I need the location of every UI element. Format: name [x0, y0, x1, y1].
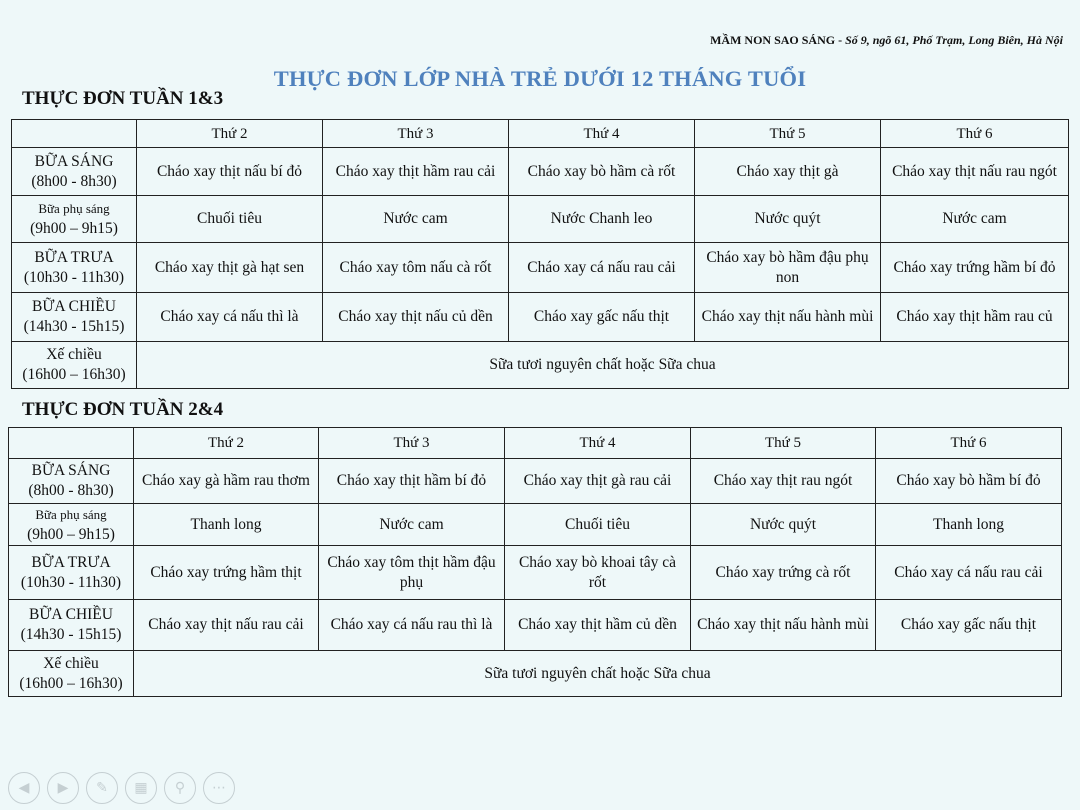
slide-navigation-bar	[8, 772, 235, 804]
meal-time: (16h00 – 16h30)	[19, 674, 123, 692]
day-header: Thứ 2	[137, 120, 323, 148]
meal-name: BỮA TRƯA	[34, 248, 114, 266]
day-header: Thứ 6	[876, 428, 1062, 459]
week1-menu-table	[11, 119, 1069, 389]
dish-cell: Cháo xay thịt nấu bí đỏ	[137, 148, 323, 196]
table-row	[12, 342, 1069, 389]
day-header: Thứ 5	[695, 120, 881, 148]
table-row	[12, 148, 1069, 196]
dish-cell: Nước quýt	[695, 196, 881, 243]
dish-cell: Cháo xay thịt hầm rau củ	[881, 293, 1069, 342]
week2-title: THỰC ĐƠN TUẦN 2&4	[22, 399, 224, 420]
table-header-row	[12, 120, 1069, 148]
dish-cell: Cháo xay thịt gà rau cải	[505, 459, 691, 504]
dish-cell: Cháo xay trứng cà rốt	[691, 546, 876, 600]
dish-cell: Cháo xay cá nấu rau cải	[509, 243, 695, 293]
meal-label	[9, 459, 134, 504]
meal-name: BỮA SÁNG	[34, 152, 114, 170]
meal-time: (10h30 - 11h30)	[23, 268, 125, 286]
dish-cell: Cháo xay cá nấu rau thì là	[319, 600, 505, 651]
meal-label	[9, 504, 134, 546]
dish-cell: Cháo xay trứng hầm bí đỏ	[881, 243, 1069, 293]
table-row	[9, 504, 1062, 546]
dish-cell: Cháo xay gấc nấu thịt	[876, 600, 1062, 651]
dish-cell: Chuối tiêu	[505, 504, 691, 546]
dish-cell: Cháo xay tôm thịt hầm đậu phụ	[319, 546, 505, 600]
school-name: MẦM NON SAO SÁNG	[710, 33, 836, 47]
dish-cell: Thanh long	[876, 504, 1062, 546]
dish-cell: Cháo xay thịt nấu hành mùi	[691, 600, 876, 651]
dish-cell: Cháo xay thịt nấu rau cải	[134, 600, 319, 651]
table-header-row	[9, 428, 1062, 459]
day-header: Thứ 6	[881, 120, 1069, 148]
dish-cell: Cháo xay bò khoai tây cà rốt	[505, 546, 691, 600]
meal-label	[12, 196, 137, 243]
meal-name: Bữa phụ sáng	[38, 201, 110, 216]
day-header: Thứ 3	[323, 120, 509, 148]
meal-label	[9, 651, 134, 697]
table-row	[12, 196, 1069, 243]
meal-time: (10h30 - 11h30)	[20, 573, 122, 591]
meal-label	[9, 546, 134, 600]
dish-cell: Cháo xay bò hầm bí đỏ	[876, 459, 1062, 504]
dish-cell: Cháo xay bò hầm đậu phụ non	[695, 243, 881, 293]
dish-cell: Chuối tiêu	[137, 196, 323, 243]
school-header	[710, 33, 1063, 48]
snack-cell: Sữa tươi nguyên chất hoặc Sữa chua	[134, 651, 1062, 697]
meal-label	[12, 342, 137, 389]
meal-label	[12, 148, 137, 196]
meal-time: (14h30 - 15h15)	[20, 626, 122, 643]
table-row	[9, 459, 1062, 504]
meal-time: (8h00 - 8h30)	[28, 482, 114, 499]
meal-label	[12, 243, 137, 293]
dish-cell: Cháo xay thịt gà hạt sen	[137, 243, 323, 293]
day-header: Thứ 5	[691, 428, 876, 459]
meal-name: BỮA CHIỀU	[29, 606, 113, 623]
next-icon[interactable]: ▶	[47, 772, 79, 804]
corner-cell	[12, 120, 137, 148]
dish-cell: Cháo xay thịt rau ngót	[691, 459, 876, 504]
dish-cell: Cháo xay thịt nấu rau ngót	[881, 148, 1069, 196]
meal-name: Bữa phụ sáng	[35, 506, 107, 522]
dish-cell: Cháo xay thịt hầm bí đỏ	[319, 459, 505, 504]
school-address: Số 9, ngõ 61, Phố Trạm, Long Biên, Hà Nội	[845, 33, 1063, 47]
meal-label	[9, 600, 134, 651]
table-row	[9, 600, 1062, 651]
slides-icon[interactable]: ▦	[125, 772, 157, 804]
snack-cell: Sữa tươi nguyên chất hoặc Sữa chua	[137, 342, 1069, 389]
day-header: Thứ 4	[509, 120, 695, 148]
dish-cell: Cháo xay gấc nấu thịt	[509, 293, 695, 342]
dish-cell: Cháo xay thịt nấu hành mùi	[695, 293, 881, 342]
zoom-icon[interactable]: ⚲	[164, 772, 196, 804]
dish-cell: Cháo xay bò hầm cà rốt	[509, 148, 695, 196]
table-row	[12, 293, 1069, 342]
week1-title: THỰC ĐƠN TUẦN 1&3	[22, 88, 224, 109]
meal-name: BỮA SÁNG	[31, 462, 111, 479]
week2-menu-table	[8, 427, 1062, 697]
more-icon[interactable]: ⋯	[203, 772, 235, 804]
previous-icon[interactable]: ◀	[8, 772, 40, 804]
dish-cell: Nước cam	[319, 504, 505, 546]
corner-cell	[9, 428, 134, 459]
meal-time: (16h00 – 16h30)	[22, 366, 126, 383]
day-header: Thứ 2	[134, 428, 319, 459]
dish-cell: Cháo xay cá nấu rau cải	[876, 546, 1062, 600]
pen-icon[interactable]: ✎	[86, 772, 118, 804]
day-header: Thứ 3	[319, 428, 505, 459]
meal-name: BỮA CHIỀU	[32, 298, 116, 315]
dish-cell: Thanh long	[134, 504, 319, 546]
table-row	[9, 651, 1062, 697]
page-title: THỰC ĐƠN LỚP NHÀ TRẺ DƯỚI 12 THÁNG TUỔI	[273, 66, 807, 91]
dish-cell: Cháo xay thịt gà	[695, 148, 881, 196]
dish-cell: Nước quýt	[691, 504, 876, 546]
dish-cell: Cháo xay thịt hầm rau cải	[323, 148, 509, 196]
meal-time: (9h00 – 9h15)	[27, 525, 115, 543]
dish-cell: Cháo xay thịt hầm củ dền	[505, 600, 691, 651]
dish-cell: Cháo xay thịt nấu củ dền	[323, 293, 509, 342]
meal-name: Xế chiều	[46, 346, 102, 363]
dish-cell: Nước Chanh leo	[509, 196, 695, 243]
header-separator: -	[838, 33, 843, 47]
meal-name: BỮA TRƯA	[31, 553, 111, 571]
dish-cell: Cháo xay tôm nấu cà rốt	[323, 243, 509, 293]
meal-label	[12, 293, 137, 342]
dish-cell: Cháo xay cá nấu thì là	[137, 293, 323, 342]
dish-cell: Nước cam	[881, 196, 1069, 243]
dish-cell: Cháo xay trứng hầm thịt	[134, 546, 319, 600]
meal-time: (9h00 – 9h15)	[30, 220, 118, 237]
meal-time: (14h30 - 15h15)	[23, 318, 125, 335]
dish-cell: Nước cam	[323, 196, 509, 243]
table-row	[9, 546, 1062, 600]
dish-cell: Cháo xay gà hầm rau thơm	[134, 459, 319, 504]
meal-name: Xế chiều	[43, 654, 99, 672]
day-header: Thứ 4	[505, 428, 691, 459]
table-row	[12, 243, 1069, 293]
meal-time: (8h00 - 8h30)	[31, 172, 117, 190]
